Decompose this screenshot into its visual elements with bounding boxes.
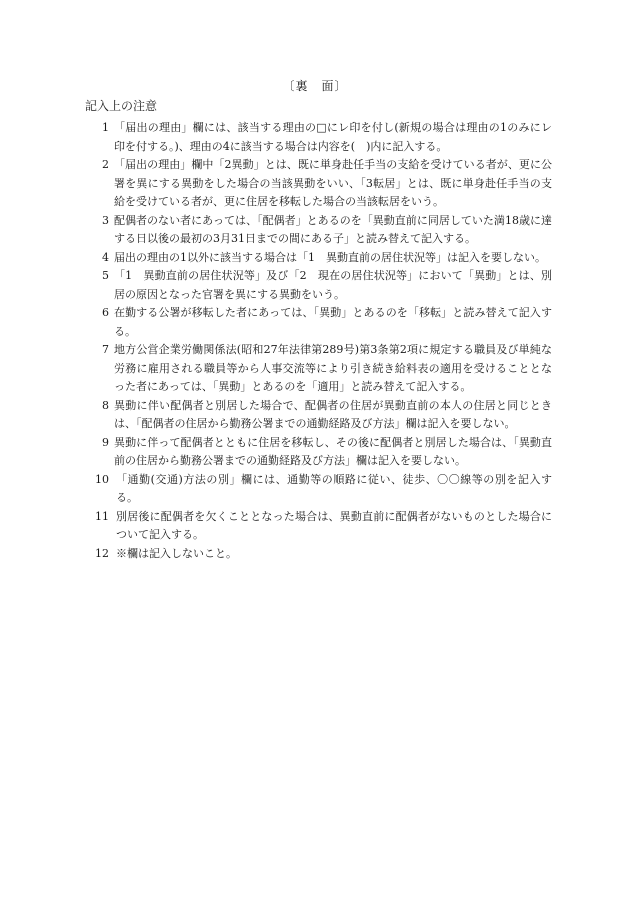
note-item — [97, 341, 552, 397]
note-number: 1 — [102, 121, 109, 134]
note-number: 6 — [102, 306, 109, 319]
section-heading: 記入上の注意 — [85, 99, 158, 113]
note-text: 在勤する公署が移転した者にあっては、「異動」とあるのを「移転」と読み替えて記入する。 — [114, 306, 552, 338]
note-text: 異動に伴って配偶者とともに住居を移転し、その後に配偶者と別居した場合は、「異動直前の住居から勤務公署までの通勤経路及び方法」欄は記入を要しない。 — [114, 435, 552, 467]
note-number: 8 — [102, 398, 109, 412]
note-text: 配偶者のない者にあっては、「配偶者」とあるのを「異動直前に同居していた満18歳に達する日以後の最初の3月31日までの間にある子」と読み替えて記入する。 — [114, 213, 552, 245]
note-text: 地方公営企業労働関係法(昭和27年法律第289号)第3条第2項に規定する職員及び単純な労務に雇用される職員等から人事交流等により引き続き給料表の適用を受けることとなった者にあっては、「異動」とあるのを「適用」と読み替えて記入する。 — [114, 343, 552, 393]
note-item — [97, 397, 552, 434]
note-text: 異動に伴い配偶者と別居した場合で、配偶者の住居が異動直前の本人の住居と同じときは、「配偶者の住居から勤務公署までの通勤経路及び方法」欄は記入を要しない。 — [114, 398, 552, 430]
note-item — [97, 156, 552, 212]
note-number: 10 — [95, 472, 109, 486]
note-item — [97, 267, 552, 304]
note-item — [97, 304, 552, 341]
note-number: 9 — [102, 435, 109, 449]
note-text: 別居後に配偶者を欠くこととなった場合は、異動直前に配偶者がないものとした場合について記入する。 — [116, 509, 552, 541]
notes-list — [97, 119, 552, 563]
note-number: 5 — [102, 269, 109, 282]
note-text: ※欄は記入しないこと。 — [116, 546, 237, 560]
note-number: 2 — [102, 158, 109, 171]
note-text: 「1 異動直前の居住状況等」及び「2 現在の居住状況等」において「異動」とは、別居の原因となった官署を異にする異動をいう。 — [114, 269, 552, 301]
note-item — [97, 508, 552, 545]
note-item — [97, 119, 552, 156]
page-title: 〔裏 面〕 — [282, 79, 348, 93]
note-item — [97, 249, 552, 268]
note-text: 「通勤(交通)方法の別」欄には、通勤等の順路に従い、徒歩、〇〇線等の別を記入する。 — [116, 472, 552, 504]
note-item — [97, 212, 552, 249]
note-number: 4 — [102, 250, 109, 264]
note-item — [97, 434, 552, 471]
note-text: 「届出の理由」欄中「2異動」とは、既に単身赴任手当の支給を受けている者が、更に公署を異にする異動をした場合の当該異動をいい、「3転居」とは、既に単身赴任手当の支給を受けている者が、更に住居を移転した場合の当該転居をいう。 — [114, 158, 552, 208]
note-number: 7 — [102, 343, 109, 356]
note-text: 「届出の理由」欄には、該当する理由の□にレ印を付し(新規の場合は理由の1のみにレ印を付する。)、理由の4に該当する場合は内容を( )内に記入する。 — [114, 121, 552, 153]
note-number: 12 — [95, 546, 109, 560]
note-number: 3 — [102, 213, 109, 227]
note-item — [97, 471, 552, 508]
note-number: 11 — [95, 509, 109, 523]
note-text: 届出の理由の1以外に該当する場合は「1 異動直前の居住状況等」は記入を要しない。 — [114, 250, 546, 264]
note-item — [97, 545, 552, 564]
